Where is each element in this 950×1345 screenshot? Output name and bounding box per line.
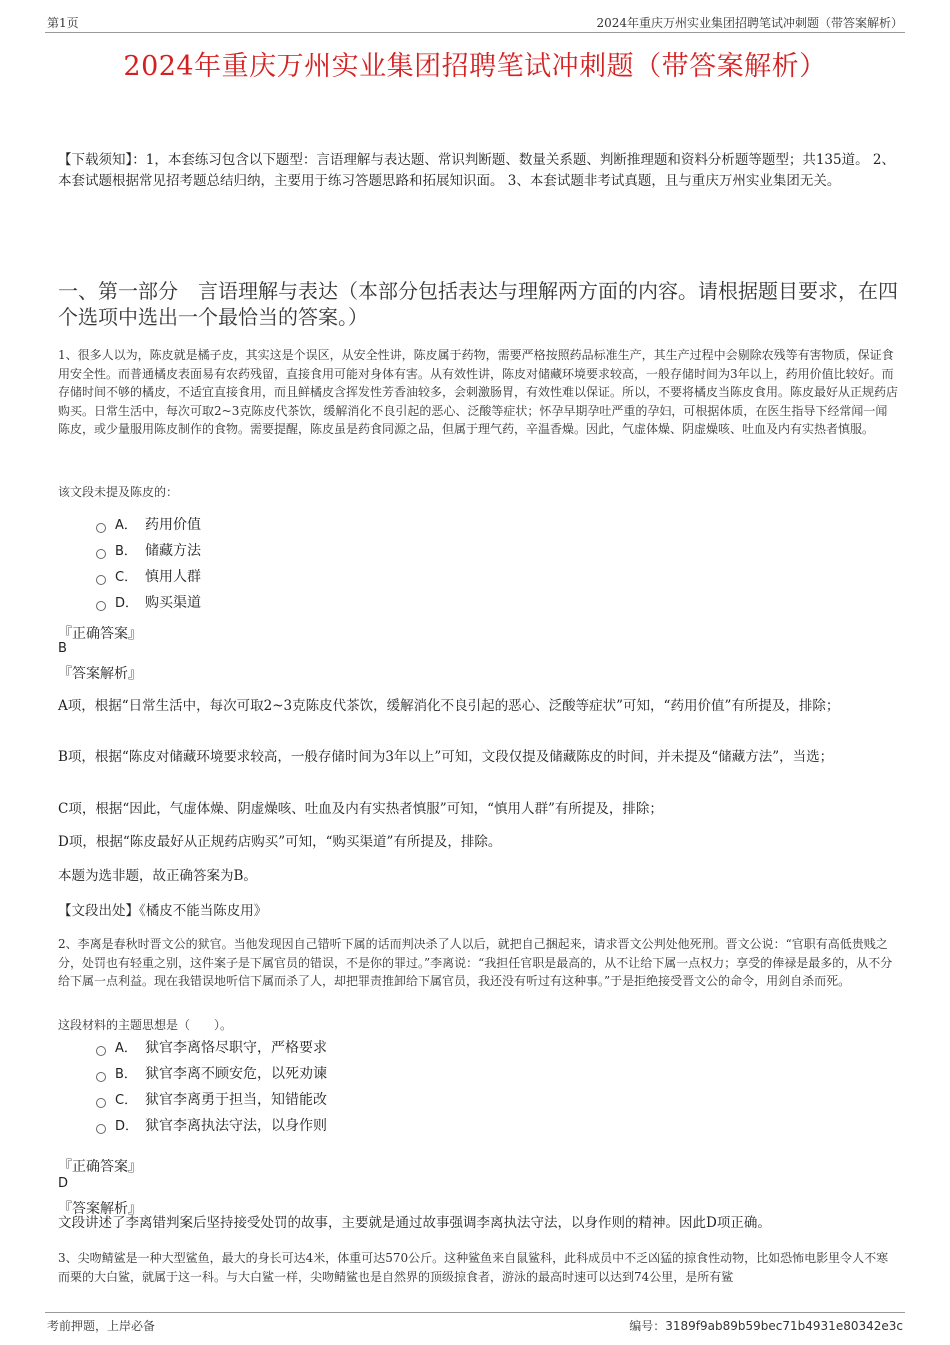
question-2-passage: 2、李离是春秋时晋文公的狱官。当他发现因自己错听下属的话而判决杀了人以后，就把自己捆起来，请求晋文公判处他死刑。晋文公说：“官职有高低贵贱之分，处罚也有轻重之别，这件案子是下属官员的错误，不是你的罪过。”李离说：“我担任官职是最高的，从不让给下属一点权力；享受的俸禄是最多的，从不分给下属一点利益。现在我错误地听信下属而杀了人，却把罪责推卸给下属官员，我还没有听过有这种事。”于是拒绝接受晋文公的命令，用剑自杀而死。 — [58, 937, 893, 988]
analysis-label: 『答案解析』 — [58, 1201, 142, 1217]
option-c[interactable]: C． 狱官李离勇于担当，知错能改 — [96, 1087, 327, 1113]
radio-icon[interactable] — [96, 1046, 106, 1056]
answer-value: B — [58, 641, 67, 656]
radio-icon[interactable] — [96, 549, 106, 559]
answer-label: 『正确答案』 — [58, 1159, 142, 1175]
analysis-item-d: D项，根据“陈皮最好从正规药店购买”可知，“购买渠道”有所提及，排除。 — [58, 834, 502, 850]
analysis-item-c: C项，根据“因此，气虚体燥、阴虚燥咳、吐血及内有实热者慎服”可知，“慎用人群”有所提及，排除； — [58, 801, 663, 817]
question-2-analysis: 文段讲述了李离错判案后坚持接受处罚的故事，主要就是通过故事强调李离执法守法，以身作则的精神。因此D项正确。 — [58, 1215, 771, 1231]
radio-icon[interactable] — [96, 575, 106, 585]
answer-value: D — [58, 1176, 69, 1191]
option-b[interactable]: B． 狱官李离不顾安危，以死劝谏 — [96, 1061, 327, 1087]
document-code: 编号：3189f9ab89b59bec71b4931e80342e3c — [629, 1319, 903, 1333]
radio-icon[interactable] — [96, 1098, 106, 1108]
page-footer — [45, 1312, 905, 1335]
footer-slogan: 考前押题，上岸必备 — [47, 1319, 156, 1333]
option-a[interactable]: A． 药用价值 — [96, 512, 201, 538]
radio-icon[interactable] — [96, 523, 106, 533]
document-title: 2024年重庆万州实业集团招聘笔试冲刺题（带答案解析） — [123, 51, 827, 82]
radio-icon[interactable] — [96, 1124, 106, 1134]
page-number: 第1页 — [47, 16, 79, 30]
download-notice: 【下载须知】：1，本套练习包含以下题型：言语理解与表达题、常识判断题、数量关系题、判断推理题和资料分析题等题型；共135道。 2、本套试题根据常见招考题总结归纳，主要用于练习答题思路和拓展知识面。 3、本套试题非考试真题，且与重庆万州实业集团无关。 — [58, 152, 895, 189]
option-b[interactable]: B． 储藏方法 — [96, 538, 201, 564]
page-header — [45, 14, 905, 33]
section-description: 言语理解与表达（本部分包括表达与理解两方面的内容。请根据题目要求，在四个选项中选出一个最恰当的答案。） — [58, 279, 898, 329]
passage-source: 【文段出处】《橘皮不能当陈皮用》 — [58, 903, 268, 919]
radio-icon[interactable] — [96, 1072, 106, 1082]
analysis-label: 『答案解析』 — [58, 666, 142, 682]
option-a[interactable]: A． 狱官李离恪尽职守，严格要求 — [96, 1035, 327, 1061]
section-number: 一、第一部分 — [58, 279, 178, 303]
section-heading — [58, 278, 898, 330]
option-c[interactable]: C． 慎用人群 — [96, 564, 201, 590]
question-1-stem: 该文段未提及陈皮的： — [58, 485, 179, 499]
option-d[interactable]: D． 狱官李离执法守法，以身作则 — [96, 1113, 327, 1139]
option-d[interactable]: D． 购买渠道 — [96, 590, 201, 616]
answer-label: 『正确答案』 — [58, 626, 142, 642]
header-doc-title: 2024年重庆万州实业集团招聘笔试冲刺题（带答案解析） — [596, 16, 903, 30]
radio-icon[interactable] — [96, 601, 106, 611]
analysis-conclusion: 本题为选非题，故正确答案为B。 — [58, 868, 257, 884]
analysis-item-a: A项，根据“日常生活中，每次可取2~3克陈皮代茶饮，缓解消化不良引起的恶心、泛酸等症状”可知，“药用价值”有所提及，排除； — [58, 698, 840, 714]
question-1-options — [96, 512, 201, 616]
question-3-passage: 3、尖吻鲭鲨是一种大型鲨鱼，最大的身长可达4米，体重可达570公斤。这种鲨鱼来自鼠鲨科，此科成员中不乏凶猛的掠食性动物，比如恐怖电影里令人不寒而栗的大白鲨，就属于这一科。与大白鲨一样，尖吻鲭鲨也是自然界的顶级掠食者，游泳的最高时速可以达到74公里，是所有鲨 — [58, 1251, 889, 1284]
question-2-stem: 这段材料的主题思想是（ ）。 — [58, 1018, 233, 1032]
question-2-options — [96, 1035, 327, 1139]
question-1-passage: 1、很多人以为，陈皮就是橘子皮，其实这是个误区，从安全性讲，陈皮属于药物，需要严格按照药品标准生产，其生产过程中会剔除农残等有害物质，保证食用安全性。而普通橘皮表面易有农药残留，直接食用可能对身体有害。从有效性讲，陈皮对储藏环境要求较高，一般存储时间为3年以上，药用价值比较好。而存储时间不够的橘皮，不适宜直接食用，而且鲜橘皮含挥发性芳香油较多，会刺激肠胃，有效性难以保证。所以，不要将橘皮当陈皮食用。陈皮最好从正规药店购买。日常生活中，每次可取2~3克陈皮代茶饮，缓解消化不良引起的恶心、泛酸等症状；怀孕早期孕吐严重的孕妇，可根据体质，在医生指导下经常闻一闻陈皮，或少量服用陈皮制作的食物。需要提醒，陈皮虽是药食同源之品，但属于理气药，辛温香燥。因此，气虚体燥、阴虚燥咳、吐血及内有实热者慎服。 — [58, 348, 899, 436]
analysis-item-b: B项，根据“陈皮对储藏环境要求较高，一般存储时间为3年以上”可知，文段仅提及储藏陈皮的时间，并未提及“储藏方法”，当选； — [58, 749, 834, 765]
